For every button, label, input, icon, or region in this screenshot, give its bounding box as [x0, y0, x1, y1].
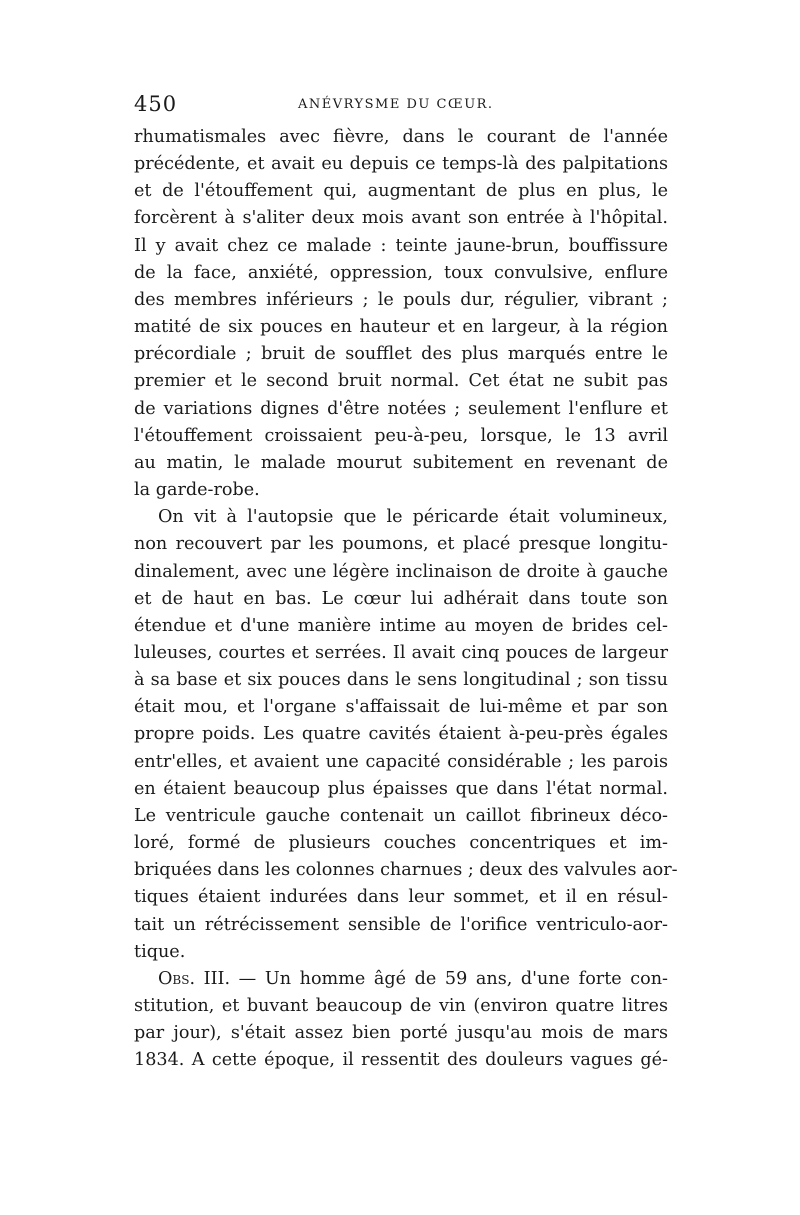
text-line: en étaient beaucoup plus épaisses que dans l'état normal.: [134, 778, 668, 799]
text-line: étendue et d'une manière intime au moyen de brides cel-: [134, 615, 668, 636]
text-line: dinalement, avec une légère inclinaison de droite à gauche: [134, 561, 668, 582]
text-line: loré, formé de plusieurs couches concentriques et im-: [134, 833, 668, 854]
text-line: la garde-robe.: [134, 480, 260, 501]
observation-label: Obs. III.: [158, 968, 231, 989]
text-line: matité de six pouces en hauteur et en largeur, à la région: [134, 317, 668, 338]
paragraph-autopsy: [134, 504, 678, 966]
observation-first-line: — Un homme âgé de 59 ans, d'une forte con-: [230, 968, 668, 989]
text-line: premier et le second bruit normal. Cet état ne subit pas: [134, 371, 668, 392]
text-line: briquées dans les colonnes charnues ; deux des valvules aor-: [134, 860, 678, 881]
text-line: On vit à l'autopsie que le péricarde était volumineux,: [158, 507, 668, 528]
paragraph-observation-three: [134, 966, 668, 1075]
text-line: de la face, anxiété, oppression, toux convulsive, enflure: [134, 262, 668, 283]
body-text: [134, 124, 678, 1074]
text-line: précédente, et avait eu depuis ce temps-là des palpitations: [134, 154, 668, 175]
text-line: Le ventricule gauche contenait un caillot fibrineux déco-: [134, 805, 668, 826]
text-line: stitution, et buvant beaucoup de vin (environ quatre litres: [134, 996, 668, 1016]
text-line: était mou, et l'organe s'affaissait de lui-même et par son: [134, 697, 668, 718]
text-line: précordiale ; bruit de soufflet des plus marqués entre le: [134, 344, 668, 365]
paragraph-case-continuation: [134, 124, 668, 504]
text-line: 1834. A cette époque, il ressentit des douleurs vagues gé-: [134, 1050, 668, 1071]
page-number: 450: [134, 92, 178, 116]
text-line: des membres inférieurs ; le pouls dur, régulier, vibrant ;: [134, 289, 668, 310]
text-line: rhumatismales avec fièvre, dans le courant de l'année: [134, 127, 668, 147]
text-line: par jour), s'était assez bien porté jusqu'au mois de mars: [134, 1023, 668, 1044]
text-line: tait un rétrécissement sensible de l'orifice ventriculo-aor-: [134, 914, 668, 935]
text-line: non recouvert par les poumons, et placé presque longitu-: [134, 534, 668, 555]
text-line: à sa base et six pouces dans le sens longitudinal ; son tissu: [134, 670, 668, 691]
text-line: propre poids. Les quatre cavités étaient à-peu-près égales: [134, 724, 668, 745]
text-line: au matin, le malade mourut subitement en revenant de: [134, 452, 668, 473]
text-line: entr'elles, et avaient une capacité considérable ; les parois: [134, 751, 668, 772]
text-line: [134, 966, 668, 993]
text-line: Il y avait chez ce malade : teinte jaune-brun, bouffissure: [134, 235, 668, 256]
text-line: tique.: [134, 941, 186, 962]
running-title: ANÉVRYSME DU CŒUR.: [298, 97, 494, 112]
text-line: luleuses, courtes et serrées. Il avait cinq pouces de largeur: [134, 642, 668, 663]
text-line: l'étouffement croissaient peu-à-peu, lorsque, le 13 avril: [134, 425, 668, 446]
text-line: forcèrent à s'aliter deux mois avant son entrée à l'hôpital.: [134, 208, 668, 229]
text-line: tiques étaient indurées dans leur sommet, et il en résul-: [134, 887, 668, 908]
text-line: et de l'étouffement qui, augmentant de plus en plus, le: [134, 181, 668, 202]
text-line: de variations dignes d'être notées ; seulement l'enflure et: [134, 398, 668, 419]
text-line: et de haut en bas. Le cœur lui adhérait dans toute son: [134, 588, 668, 609]
page-header: [134, 92, 668, 116]
